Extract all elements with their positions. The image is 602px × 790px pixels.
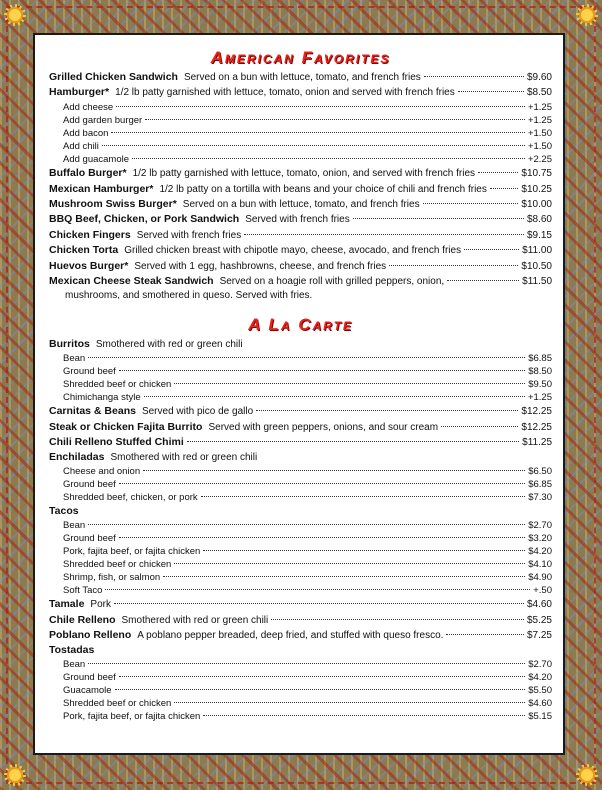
item-description: Smothered with red or green chili: [95, 339, 243, 351]
item-description: 1/2 lb patty garnished with lettuce, tomato, onion, and served with french fries: [132, 168, 476, 180]
menu-subitem: [49, 519, 552, 532]
item-description: 1/2 lb patty garnished with lettuce, tomato, onion and served with french fries: [115, 87, 455, 99]
leader-dots: [244, 234, 524, 235]
item-name: Carnitas & Beans: [49, 405, 136, 418]
item-price: $11.50: [522, 275, 552, 287]
item-price: +1.50: [527, 141, 552, 153]
leader-dots: [145, 119, 525, 120]
item-description: A poblano pepper breaded, deep fried, and stuffed with queso fresco.: [137, 630, 444, 642]
item-name: Cheese and onion: [63, 465, 141, 477]
item-description: Served with french fries: [245, 214, 350, 226]
item-name: Ground beef: [63, 365, 116, 377]
item-price: $6.85: [528, 352, 552, 364]
item-name: Burritos: [49, 338, 90, 351]
leader-dots: [144, 396, 525, 397]
menu-item: [49, 435, 552, 450]
leader-dots: [424, 76, 524, 77]
leader-dots: [111, 132, 525, 133]
menu-subitem: [49, 378, 552, 391]
menu-subitem: [49, 684, 552, 697]
menu-item: [49, 420, 552, 435]
leader-dots: [201, 496, 526, 497]
item-price: $10.50: [521, 260, 552, 272]
item-name: Add chili: [63, 141, 99, 153]
item-name: Huevos Burger*: [49, 259, 129, 272]
item-name: Ground beef: [63, 672, 116, 684]
item-description: Served on a hoagie roll with grilled peppers, onion,: [219, 275, 445, 287]
item-price: $2.70: [528, 658, 552, 670]
item-price: +.50: [533, 585, 552, 597]
item-price: $4.90: [528, 572, 552, 584]
leader-dots: [163, 576, 525, 577]
leader-dots: [115, 689, 526, 690]
leader-dots: [446, 634, 524, 635]
leader-dots: [389, 265, 518, 266]
leader-dots: [203, 550, 525, 551]
item-description: Smothered with red or green chili: [121, 614, 269, 626]
item-name: Chicken Torta: [49, 244, 119, 257]
item-price: $10.75: [521, 168, 552, 180]
item-name: Ground beef: [63, 479, 116, 491]
menu-category: [49, 643, 552, 658]
item-price: +1.25: [527, 114, 552, 126]
item-price: $4.10: [528, 558, 552, 570]
item-description: Served with french fries: [136, 229, 242, 241]
menu-category: [49, 337, 552, 352]
item-name: Enchiladas: [49, 451, 105, 464]
item-price: $11.25: [522, 437, 552, 449]
leader-dots: [423, 203, 519, 204]
item-name: Chili Relleno Stuffed Chimi: [49, 436, 184, 449]
leader-dots: [88, 524, 525, 525]
item-description: Grilled chicken breast with chipotle mayo, cheese, avocado, and french fries: [124, 245, 462, 257]
menu-item: [49, 70, 552, 85]
item-name: Tostadas: [49, 644, 95, 657]
leader-dots: [102, 145, 525, 146]
menu-content: [49, 45, 552, 723]
item-name: Tacos: [49, 505, 79, 518]
leader-dots: [174, 563, 525, 564]
menu-subitem: [49, 658, 552, 671]
menu-subitem: [49, 491, 552, 504]
item-description: 1/2 lb patty on a tortilla with beans and your choice of chili and french fries: [159, 183, 487, 195]
leader-dots: [114, 603, 524, 604]
item-price: $9.15: [526, 229, 552, 241]
menu-item: [49, 212, 552, 227]
item-description: Served with green peppers, onions, and sour cream: [208, 421, 439, 433]
item-name: Poblano Relleno: [49, 629, 132, 642]
menu-item: [49, 628, 552, 643]
leader-dots: [119, 483, 525, 484]
item-price: +2.25: [527, 154, 552, 166]
menu-panel: [33, 33, 565, 755]
item-name: Pork, fajita beef, or fajita chicken: [63, 545, 201, 557]
menu-subitem: [49, 532, 552, 545]
item-name: Add bacon: [63, 127, 109, 139]
item-price: $2.70: [528, 519, 552, 531]
item-name: Bean: [63, 352, 86, 364]
leader-dots: [353, 218, 524, 219]
leader-dots: [119, 537, 525, 538]
item-description: Served with 1 egg, hashbrowns, cheese, and french fries: [134, 260, 387, 272]
sun-icon: [576, 4, 598, 26]
leader-dots: [119, 676, 525, 677]
item-price: $11.00: [522, 245, 552, 257]
item-price: $7.30: [528, 492, 552, 504]
menu-subitem: [49, 584, 552, 597]
leader-dots: [203, 715, 525, 716]
item-name: Grilled Chicken Sandwich: [49, 71, 178, 83]
item-name: Add guacamole: [63, 154, 130, 166]
item-price: +1.25: [527, 392, 552, 404]
item-price: $4.20: [528, 672, 552, 684]
section-title: American Favorites: [210, 48, 391, 67]
item-price: $9.60: [526, 72, 552, 83]
item-description: Served on a bun with lettuce, tomato, and french fries: [182, 199, 420, 211]
leader-dots: [174, 702, 525, 703]
leader-dots: [447, 280, 519, 281]
item-price: +1.50: [527, 127, 552, 139]
menu-subitem: [49, 365, 552, 378]
item-name: Bean: [63, 519, 86, 531]
menu-item: [49, 613, 552, 628]
menu-item: [49, 182, 552, 197]
menu-subitem: [49, 478, 552, 491]
item-price: $12.25: [521, 421, 552, 433]
leader-dots: [174, 383, 525, 384]
item-name: Bean: [63, 658, 86, 670]
menu-subitem: [49, 114, 552, 127]
menu-subitem: [49, 558, 552, 571]
item-name: Soft Taco: [63, 585, 103, 597]
item-price: $4.20: [528, 545, 552, 557]
item-name: Mexican Cheese Steak Sandwich: [49, 274, 214, 287]
item-price: $8.60: [526, 214, 552, 226]
leader-dots: [458, 91, 524, 92]
item-price: +1.25: [527, 101, 552, 113]
menu-subitem: [49, 140, 552, 153]
menu-item: [49, 274, 552, 289]
menu-category: [49, 504, 552, 519]
leader-dots: [271, 619, 524, 620]
item-description: Pork: [90, 599, 111, 611]
item-price: $3.20: [528, 532, 552, 544]
item-name: Tamale: [49, 598, 85, 611]
item-name: Shredded beef or chicken: [63, 379, 172, 391]
leader-dots: [132, 158, 525, 159]
item-name: Pork, fajita beef, or fajita chicken: [63, 711, 201, 723]
menu-subitem: [49, 710, 552, 723]
item-description: Smothered with red or green chili: [110, 452, 258, 464]
item-description: Served with pico de gallo: [141, 406, 254, 418]
leader-dots: [441, 426, 518, 427]
leader-dots: [88, 663, 525, 664]
sun-icon: [4, 764, 26, 786]
leader-dots: [105, 589, 530, 590]
menu-subitem: [49, 545, 552, 558]
menu-subitem: [49, 391, 552, 404]
item-description-continued: mushrooms, and smothered in queso. Served with fries.: [65, 290, 313, 302]
item-price: $12.25: [521, 406, 552, 418]
menu-item: [49, 197, 552, 212]
menu-subitem: [49, 465, 552, 478]
item-price: $5.50: [528, 685, 552, 697]
menu-item: [49, 166, 552, 181]
item-price: $10.00: [521, 199, 552, 211]
menu-item: [49, 85, 552, 100]
item-price: $7.25: [526, 630, 552, 642]
leader-dots: [143, 470, 525, 471]
item-name: Add garden burger: [63, 114, 143, 126]
item-price: $8.50: [526, 87, 552, 99]
menu-subitem: [49, 101, 552, 114]
item-price: $5.25: [526, 614, 552, 626]
item-name: BBQ Beef, Chicken, or Pork Sandwich: [49, 213, 240, 226]
item-name: Chile Relleno: [49, 613, 116, 626]
leader-dots: [478, 172, 518, 173]
menu-item: [49, 404, 552, 419]
leader-dots: [88, 357, 525, 358]
item-price: $9.50: [528, 379, 552, 391]
item-name: Shredded beef, chicken, or pork: [63, 492, 198, 504]
item-price: $8.50: [528, 365, 552, 377]
menu-subitem: [49, 571, 552, 584]
item-name: Buffalo Burger*: [49, 167, 127, 180]
item-name: Mushroom Swiss Burger*: [49, 198, 177, 211]
section-title: A La Carte: [248, 315, 353, 335]
item-name: Shredded beef or chicken: [63, 558, 172, 570]
item-price: $10.25: [521, 183, 552, 195]
menu-subitem: [49, 697, 552, 710]
menu-category: [49, 450, 552, 465]
item-name: Chicken Fingers: [49, 228, 131, 241]
item-name: Mexican Hamburger*: [49, 182, 154, 195]
leader-dots: [464, 249, 519, 250]
leader-dots: [119, 370, 525, 371]
item-price: $4.60: [526, 599, 552, 611]
item-price: $4.60: [528, 698, 552, 710]
item-price: $6.50: [528, 465, 552, 477]
menu-subitem: [49, 127, 552, 140]
item-name: Shrimp, fish, or salmon: [63, 572, 161, 584]
item-name: Steak or Chicken Fajita Burrito: [49, 420, 203, 433]
leader-dots: [256, 410, 518, 411]
item-price: $6.85: [528, 479, 552, 491]
item-name: Add cheese: [63, 101, 114, 113]
item-description: Served on a bun with lettuce, tomato, and french fries: [183, 72, 421, 83]
item-name: Chimichanga style: [63, 392, 141, 404]
menu-item: [49, 243, 552, 258]
item-price: $5.15: [528, 711, 552, 723]
menu-item: [49, 228, 552, 243]
menu-item: [49, 597, 552, 612]
item-name: Shredded beef or chicken: [63, 698, 172, 710]
sun-icon: [4, 4, 26, 26]
menu-subitem: [49, 671, 552, 684]
sun-icon: [576, 764, 598, 786]
menu-subitem: [49, 153, 552, 166]
item-name: Hamburger*: [49, 86, 110, 99]
menu-subitem: [49, 352, 552, 365]
leader-dots: [187, 441, 519, 442]
leader-dots: [490, 188, 519, 189]
menu-item: [49, 259, 552, 274]
item-name: Guacamole: [63, 685, 112, 697]
item-name: Ground beef: [63, 532, 116, 544]
leader-dots: [116, 106, 525, 107]
